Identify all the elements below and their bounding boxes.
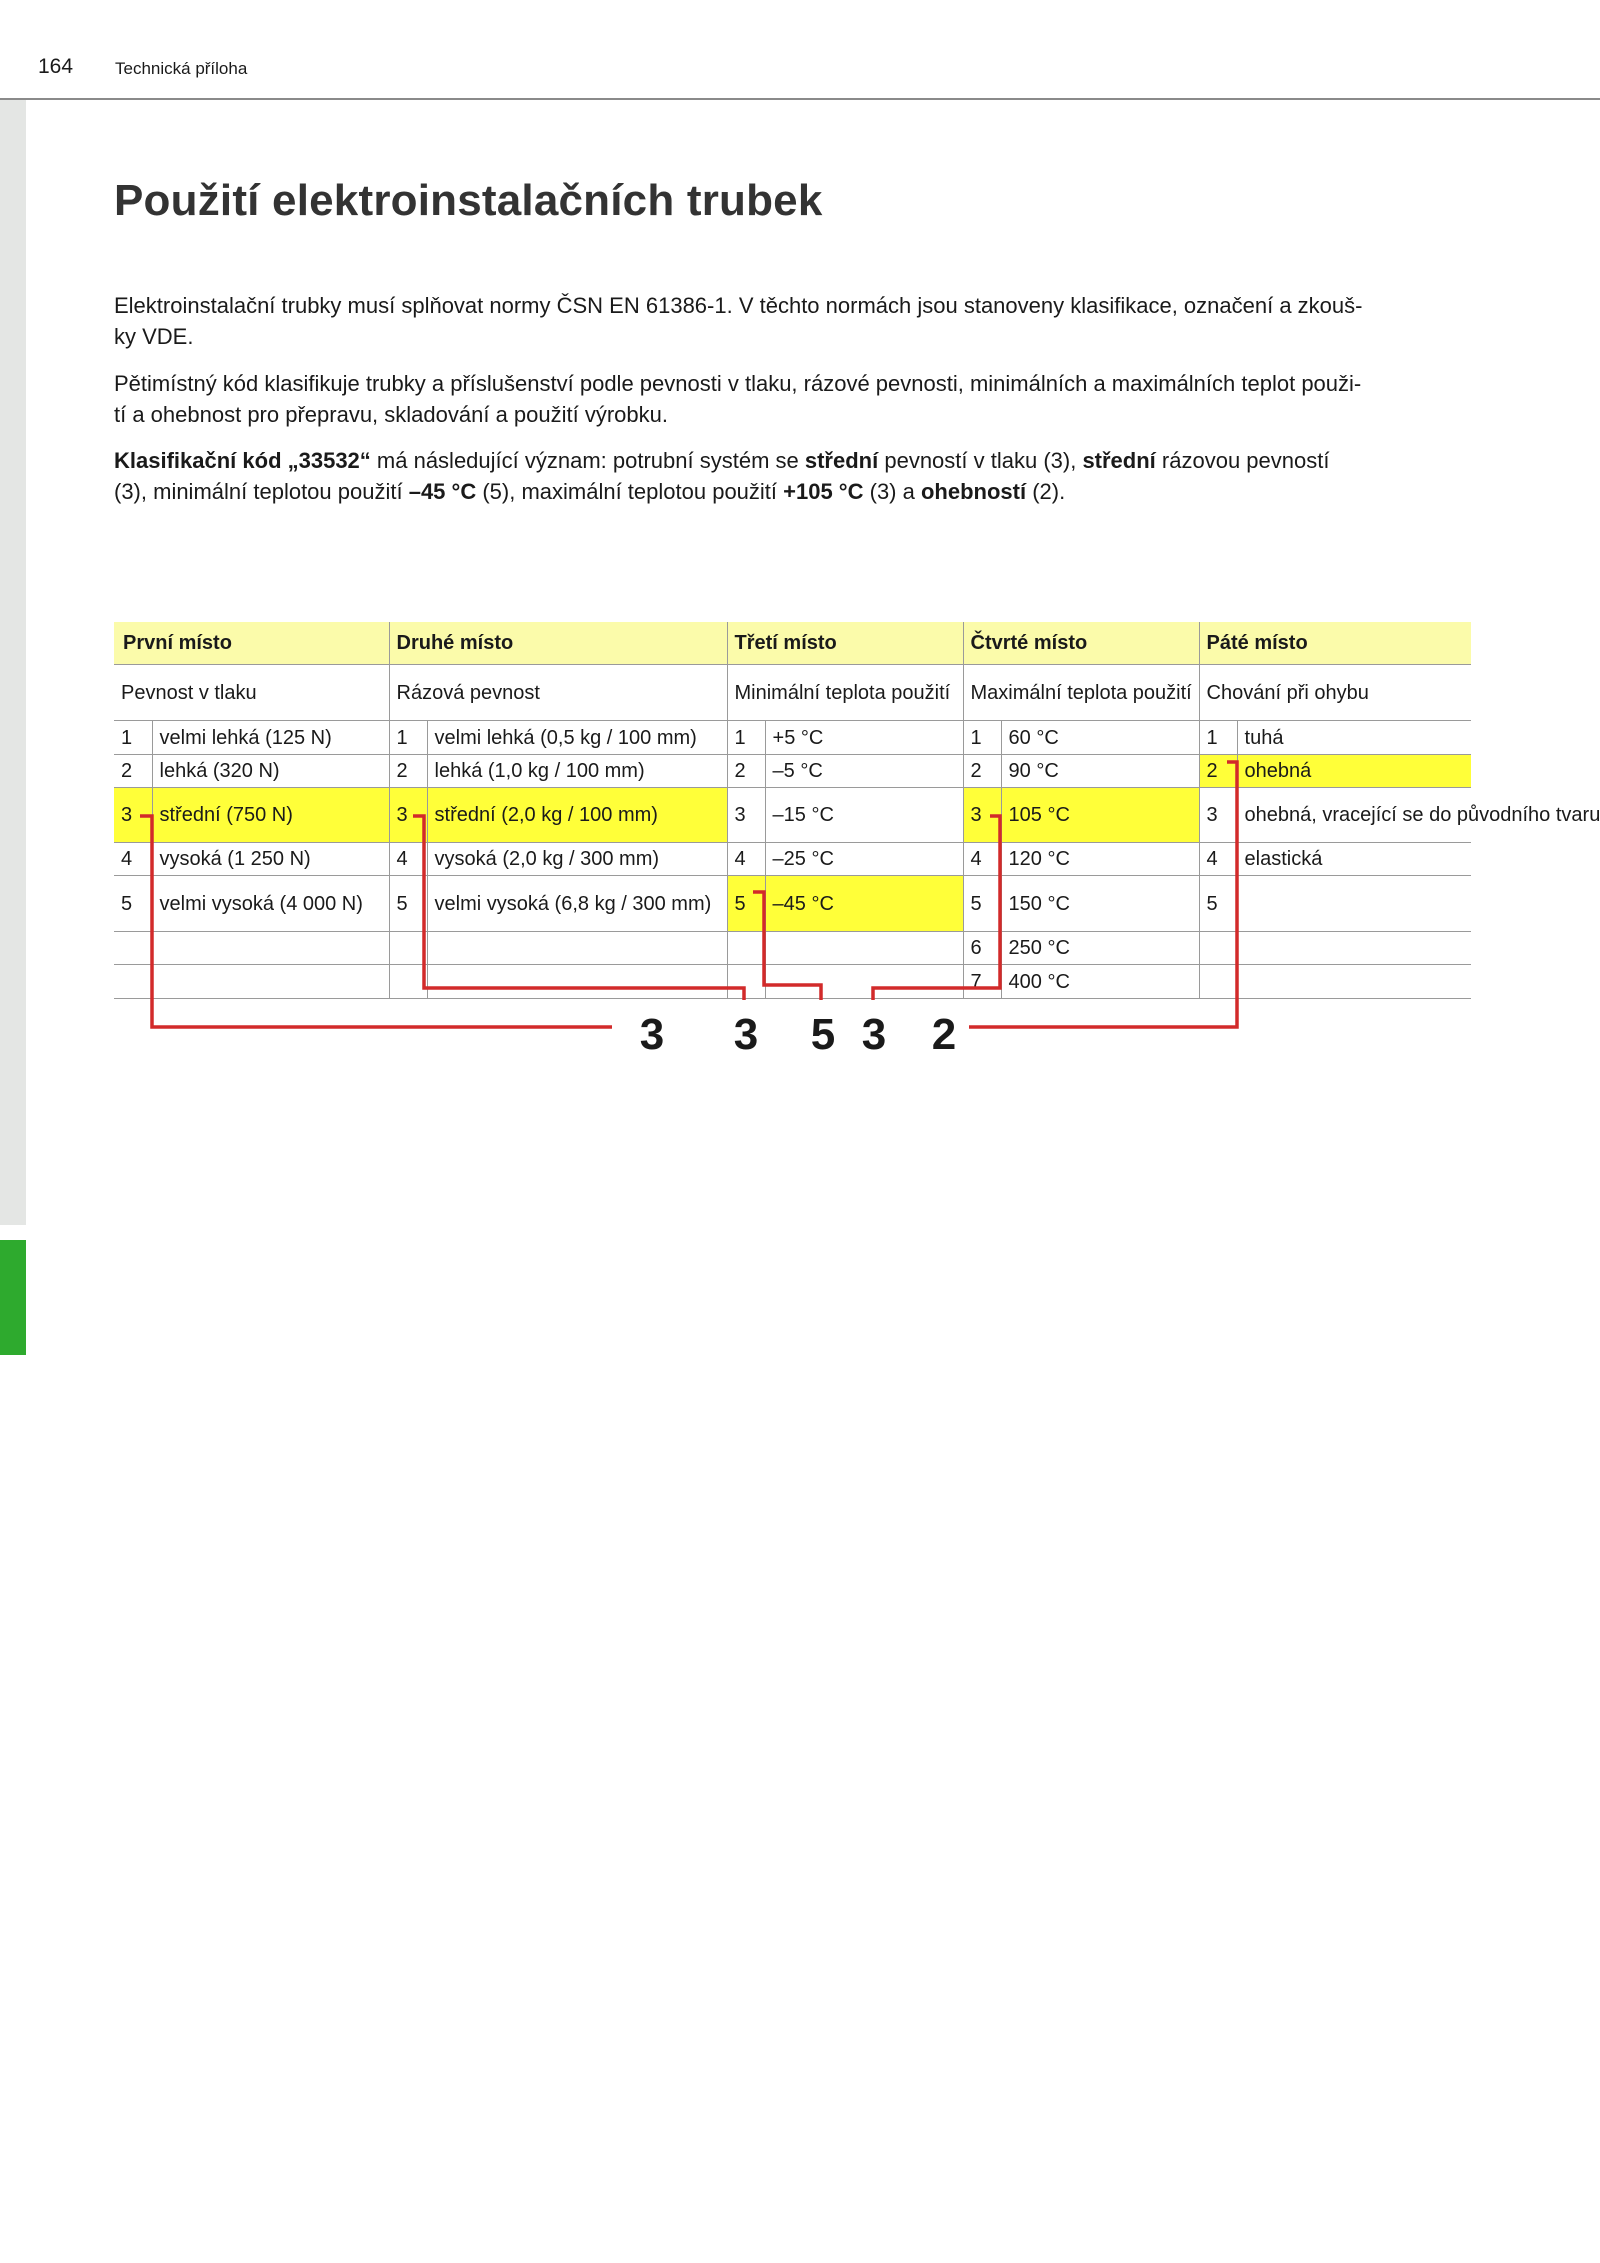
page-title: Použití elektroinstalačních trubek: [114, 176, 823, 225]
code-digit: 3: [861, 1010, 887, 1059]
text-run: má následující význam: potrubní systém se: [370, 448, 805, 473]
table-subheader-row: [114, 665, 1471, 721]
table-cell: +5 °C: [765, 721, 963, 755]
table-cell: 3: [727, 788, 765, 843]
table-cell: 90 °C: [1001, 755, 1199, 788]
column-subheader: Pevnost v tlaku: [114, 665, 389, 721]
table-cell: 2: [389, 755, 427, 788]
table-cell: 1: [727, 721, 765, 755]
table-cell: [427, 965, 727, 999]
table-row: [114, 965, 1471, 999]
text-run: (3) a: [863, 479, 921, 504]
text-run: (2).: [1026, 479, 1066, 504]
paragraph-line: tí a ohebnost pro přepravu, skladování a použití výrobku.: [114, 402, 668, 427]
paragraph-line: Pětimístný kód klasifikuje trubky a příslušenství podle pevnosti v tlaku, rázové pevnosti, minimálních a maximálních teplot použi-: [114, 371, 1362, 396]
table-cell: 1: [389, 721, 427, 755]
bold-text: –45 °C: [408, 479, 477, 504]
table-cell: 4: [114, 843, 152, 876]
table-cell: [152, 965, 389, 999]
table-cell: vysoká (2,0 kg / 300 mm): [427, 843, 727, 876]
table-cell: 4: [389, 843, 427, 876]
column-header: První místo: [114, 622, 389, 665]
table-row: [114, 755, 1471, 788]
bold-text: Klasifikační kód „33532“: [114, 448, 371, 473]
table-cell: lehká (320 N): [152, 755, 389, 788]
table-cell: [765, 965, 963, 999]
highlighted-cell: 3: [389, 788, 427, 843]
paragraph-line: [114, 476, 1474, 507]
highlighted-cell: 3: [963, 788, 1001, 843]
table-cell: [114, 965, 152, 999]
text-run: (3), minimální teplotou použití: [114, 479, 409, 504]
column-subheader: Maximální teplota použití: [963, 665, 1199, 721]
table-cell: 1: [114, 721, 152, 755]
table-cell: [1237, 932, 1471, 965]
table-cell: velmi vysoká (6,8 kg / 300 mm): [427, 876, 727, 932]
column-subheader: Minimální teplota použití: [727, 665, 963, 721]
classification-table: [114, 622, 1600, 999]
table-cell: vysoká (1 250 N): [152, 843, 389, 876]
table-cell: [389, 965, 427, 999]
table-cell: [1199, 932, 1237, 965]
table-row: [114, 788, 1471, 843]
table-cell: –25 °C: [765, 843, 963, 876]
column-header: Druhé místo: [389, 622, 727, 665]
text-run: (5), maximální teplotou použití: [476, 479, 784, 504]
table-cell: 4: [963, 843, 1001, 876]
highlighted-cell: 105 °C: [1001, 788, 1199, 843]
table-cell: [727, 965, 765, 999]
highlighted-cell: 5: [727, 876, 765, 932]
bold-text: +105 °C: [783, 479, 864, 504]
table-cell: 5: [1199, 876, 1237, 932]
highlighted-cell: ohebná: [1237, 755, 1471, 788]
column-header: Páté místo: [1199, 622, 1471, 665]
paragraph-line: [114, 445, 1474, 476]
highlighted-cell: střední (750 N): [152, 788, 389, 843]
table-cell: [1237, 965, 1471, 999]
highlighted-cell: střední (2,0 kg / 100 mm): [427, 788, 727, 843]
table-cell: 6: [963, 932, 1001, 965]
table-cell: [765, 932, 963, 965]
table-cell: 5: [389, 876, 427, 932]
highlighted-cell: –45 °C: [765, 876, 963, 932]
table-cell: velmi vysoká (4 000 N): [152, 876, 389, 932]
table-cell: [727, 932, 765, 965]
table-cell: [1199, 965, 1237, 999]
table-cell: [427, 932, 727, 965]
table-cell: [152, 932, 389, 965]
table-row: [114, 876, 1471, 932]
table-cell: 60 °C: [1001, 721, 1199, 755]
paragraph-line: Elektroinstalační trubky musí splňovat normy ČSN EN 61386-1. V těchto normách jsou stanoveny klasifikace, označení a zkouš-: [114, 293, 1363, 318]
table-cell: 3: [1199, 788, 1237, 843]
table-cell: 1: [963, 721, 1001, 755]
table-cell: 2: [727, 755, 765, 788]
table-cell: 4: [1199, 843, 1237, 876]
bold-text: střední: [1082, 448, 1156, 473]
section-title: Technická příloha: [115, 59, 248, 78]
table-cell: 150 °C: [1001, 876, 1199, 932]
table-cell: tuhá: [1237, 721, 1471, 755]
side-bar-green: [0, 1240, 26, 1355]
header-divider: [0, 98, 1600, 100]
page-number: 164: [38, 55, 74, 78]
table-cell: velmi lehká (125 N): [152, 721, 389, 755]
bold-text: ohebností: [920, 479, 1027, 504]
table-cell: –15 °C: [765, 788, 963, 843]
table-cell: velmi lehká (0,5 kg / 100 mm): [427, 721, 727, 755]
table-cell: 250 °C: [1001, 932, 1199, 965]
side-bar-grey: [0, 100, 26, 1225]
code-digit: 3: [639, 1010, 665, 1059]
highlighted-cell: 3: [114, 788, 152, 843]
highlighted-cell: 2: [1199, 755, 1237, 788]
table-cell: 2: [963, 755, 1001, 788]
table-row: [114, 932, 1471, 965]
table-cell: [1237, 876, 1471, 932]
table-cell: 7: [963, 965, 1001, 999]
table-cell: –5 °C: [765, 755, 963, 788]
table-row: [114, 843, 1471, 876]
table-cell: 5: [114, 876, 152, 932]
paragraph-code-description: [114, 368, 1474, 430]
paragraph-line: ky VDE.: [114, 324, 194, 349]
code-digit: 3: [733, 1010, 759, 1059]
text-run: rázovou pevností: [1155, 448, 1330, 473]
table-cell: 120 °C: [1001, 843, 1199, 876]
table-cell: 5: [963, 876, 1001, 932]
table-header-row: [114, 622, 1471, 665]
column-subheader: Rázová pevnost: [389, 665, 727, 721]
table-cell: 4: [727, 843, 765, 876]
table-cell: elastická: [1237, 843, 1471, 876]
paragraph-code-example: [114, 445, 1474, 507]
table-cell: ohebná, vracející se do původního tvaru: [1237, 788, 1471, 843]
column-header: Čtvrté místo: [963, 622, 1199, 665]
code-digit: 2: [931, 1010, 957, 1059]
table-cell: lehká (1,0 kg / 100 mm): [427, 755, 727, 788]
text-run: pevností v tlaku (3),: [878, 448, 1083, 473]
column-header: Třetí místo: [727, 622, 963, 665]
table-cell: [389, 932, 427, 965]
paragraph-norms: [114, 290, 1474, 352]
code-digit: 5: [810, 1010, 836, 1059]
table-cell: 400 °C: [1001, 965, 1199, 999]
table-cell: [114, 932, 152, 965]
column-subheader: Chování při ohybu: [1199, 665, 1471, 721]
table-cell: 1: [1199, 721, 1237, 755]
bold-text: střední: [804, 448, 879, 473]
table-cell: 2: [114, 755, 152, 788]
table-row: [114, 721, 1471, 755]
